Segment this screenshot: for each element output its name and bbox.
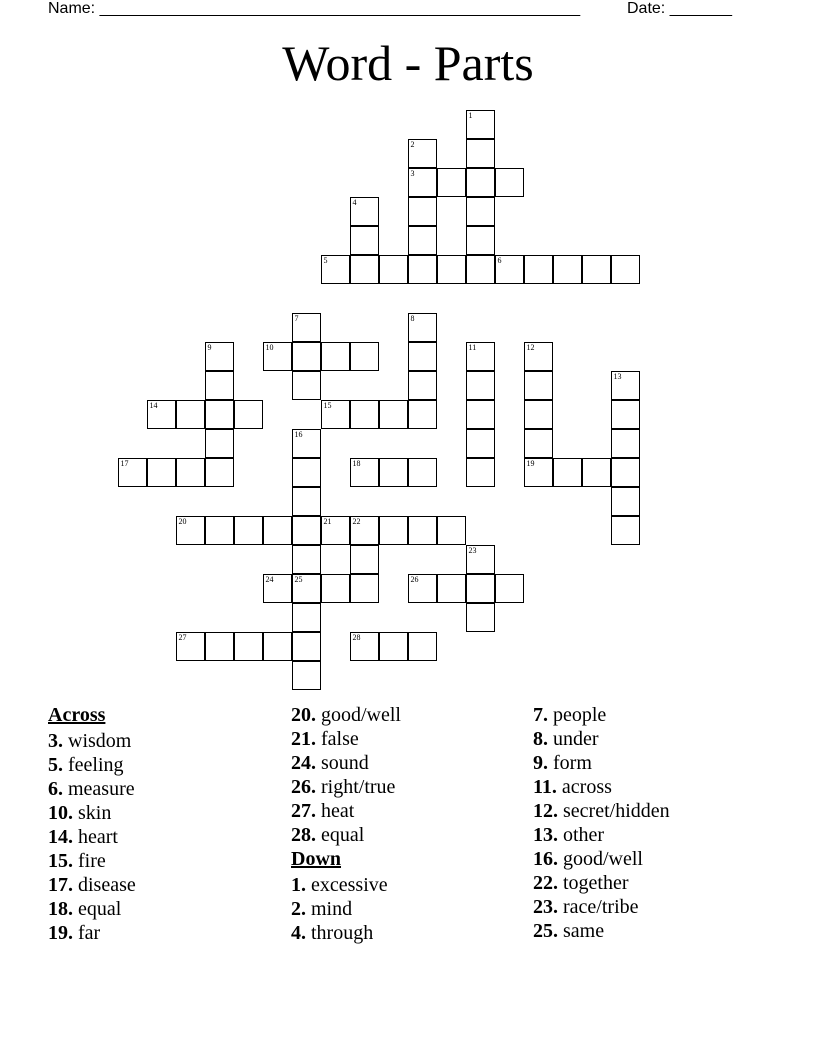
grid-cell[interactable]: [408, 458, 437, 487]
across-clue: [48, 873, 136, 897]
grid-cell[interactable]: [176, 400, 205, 429]
clue-text: across: [561, 776, 612, 798]
clue-number-label: 18: [352, 458, 361, 468]
across-clue: [48, 921, 136, 945]
down-clue-list-part-1: [291, 873, 401, 945]
across-clue: [48, 753, 136, 777]
clue-number-label: 21: [323, 516, 332, 526]
grid-cell[interactable]: [437, 516, 466, 545]
clue-text: secret/hidden: [563, 800, 670, 822]
grid-cell[interactable]: [408, 371, 437, 400]
page-title: Word - Parts: [282, 35, 534, 91]
clue-text: right/true: [321, 776, 396, 798]
clue-number-label: 13: [613, 371, 622, 381]
grid-cell[interactable]: [321, 574, 350, 603]
clue-number-label: 24: [265, 574, 274, 584]
grid-cell[interactable]: [524, 458, 553, 487]
grid-cell[interactable]: [466, 429, 495, 458]
grid-cell[interactable]: [466, 139, 495, 168]
grid-cell[interactable]: [292, 313, 321, 342]
grid-cell[interactable]: [379, 255, 408, 284]
grid-cell[interactable]: [292, 458, 321, 487]
grid-cell[interactable]: [292, 661, 321, 690]
clue-column-3: [533, 703, 670, 943]
grid-cell[interactable]: [321, 400, 350, 429]
grid-cell[interactable]: [408, 516, 437, 545]
grid-cell[interactable]: [176, 632, 205, 661]
grid-cell[interactable]: [466, 255, 495, 284]
clue-number: 8.: [533, 728, 548, 750]
grid-cell[interactable]: [437, 574, 466, 603]
grid-cell[interactable]: [582, 255, 611, 284]
grid-cell[interactable]: [321, 255, 350, 284]
clue-number-label: 20: [178, 516, 187, 526]
across-clue: [291, 703, 401, 727]
grid-cell[interactable]: [495, 574, 524, 603]
grid-cell[interactable]: [466, 110, 495, 139]
down-clue: [533, 799, 670, 823]
across-clue: [48, 897, 136, 921]
grid-cell[interactable]: [205, 342, 234, 371]
grid-cell[interactable]: [321, 516, 350, 545]
grid-cell[interactable]: [176, 516, 205, 545]
clue-number-label: 1: [468, 110, 473, 120]
clue-number: 7.: [533, 704, 548, 726]
grid-cell[interactable]: [234, 632, 263, 661]
grid-cell[interactable]: [466, 545, 495, 574]
grid-cell[interactable]: [524, 255, 553, 284]
grid-cell[interactable]: [379, 632, 408, 661]
grid-cell[interactable]: [408, 574, 437, 603]
grid-cell[interactable]: [350, 197, 379, 226]
across-clue: [291, 751, 401, 775]
grid-cell[interactable]: [263, 342, 292, 371]
grid-cell[interactable]: [466, 226, 495, 255]
clue-column-1: [48, 703, 136, 945]
grid-cell[interactable]: [292, 487, 321, 516]
clue-number: 9.: [533, 752, 548, 774]
clue-number: 21.: [291, 728, 316, 750]
grid-cell[interactable]: [205, 516, 234, 545]
across-clue: [291, 799, 401, 823]
across-clue: [48, 849, 136, 873]
clue-column-2: [291, 703, 401, 945]
grid-cell[interactable]: [437, 255, 466, 284]
grid-cell[interactable]: [524, 400, 553, 429]
grid-cell[interactable]: [466, 574, 495, 603]
clue-text: far: [78, 922, 101, 944]
clue-text: same: [563, 920, 605, 942]
clue-number: 28.: [291, 824, 316, 846]
clue-text: race/tribe: [563, 896, 639, 918]
clue-number: 5.: [48, 754, 63, 776]
down-clue-list-part-2: [533, 703, 670, 943]
clue-number: 24.: [291, 752, 316, 774]
across-clue: [48, 801, 136, 825]
clue-text: form: [553, 752, 592, 774]
grid-cell[interactable]: [582, 458, 611, 487]
down-heading: Down: [291, 848, 342, 870]
grid-cell[interactable]: [611, 458, 640, 487]
clue-text: false: [321, 728, 359, 750]
clue-number-label: 27: [178, 632, 187, 642]
grid-cell[interactable]: [408, 632, 437, 661]
grid-cell[interactable]: [292, 603, 321, 632]
date-field[interactable]: Date: _______: [627, 0, 732, 17]
down-clue: [533, 847, 670, 871]
grid-cell[interactable]: [466, 458, 495, 487]
clue-number: 26.: [291, 776, 316, 798]
grid-cell[interactable]: [350, 255, 379, 284]
grid-cell[interactable]: [263, 632, 292, 661]
grid-cell[interactable]: [292, 545, 321, 574]
clue-text: heat: [321, 800, 355, 822]
grid-cell[interactable]: [408, 255, 437, 284]
clue-number-label: 25: [294, 574, 303, 584]
grid-cell[interactable]: [466, 168, 495, 197]
grid-cell[interactable]: [350, 516, 379, 545]
clue-number-label: 11: [468, 342, 477, 352]
clue-number: 13.: [533, 824, 558, 846]
clue-number-label: 14: [149, 400, 158, 410]
grid-cell[interactable]: [379, 458, 408, 487]
clue-text: sound: [321, 752, 369, 774]
clue-number: 6.: [48, 778, 63, 800]
clue-number-label: 4: [352, 197, 357, 207]
grid-cell[interactable]: [408, 226, 437, 255]
down-clue: [533, 775, 670, 799]
grid-cell[interactable]: [524, 429, 553, 458]
down-clue: [291, 873, 401, 897]
clue-number: 19.: [48, 922, 73, 944]
clue-number: 4.: [291, 922, 306, 944]
grid-cell[interactable]: [205, 632, 234, 661]
grid-cell[interactable]: [408, 400, 437, 429]
grid-cell[interactable]: [147, 458, 176, 487]
clue-text: through: [311, 922, 374, 944]
clue-number-label: 9: [207, 342, 212, 352]
clue-number: 3.: [48, 730, 63, 752]
down-clue: [533, 823, 670, 847]
grid-cell[interactable]: [350, 545, 379, 574]
down-clue: [533, 751, 670, 775]
clue-number: 22.: [533, 872, 558, 894]
clue-number-label: 3: [410, 168, 415, 178]
grid-cell[interactable]: [611, 429, 640, 458]
grid-cell[interactable]: [408, 168, 437, 197]
grid-cell[interactable]: [495, 255, 524, 284]
clue-number-label: 7: [294, 313, 299, 323]
grid-cell[interactable]: [466, 603, 495, 632]
grid-cell[interactable]: [408, 139, 437, 168]
clue-number-label: 19: [526, 458, 535, 468]
grid-cell[interactable]: [205, 429, 234, 458]
clue-number: 17.: [48, 874, 73, 896]
across-clue: [291, 775, 401, 799]
clue-text: feeling: [68, 754, 124, 776]
grid-cell[interactable]: [234, 516, 263, 545]
grid-cell[interactable]: [292, 574, 321, 603]
grid-cell[interactable]: [234, 400, 263, 429]
grid-cell[interactable]: [205, 400, 234, 429]
grid-cell[interactable]: [350, 226, 379, 255]
clue-text: good/well: [563, 848, 643, 870]
clue-number-label: 23: [468, 545, 477, 555]
grid-cell[interactable]: [263, 574, 292, 603]
across-clue: [48, 777, 136, 801]
grid-cell[interactable]: [263, 516, 292, 545]
grid-cell[interactable]: [350, 574, 379, 603]
clue-number-label: 6: [497, 255, 502, 265]
grid-cell[interactable]: [292, 632, 321, 661]
clue-number-label: 2: [410, 139, 415, 149]
grid-cell[interactable]: [524, 371, 553, 400]
grid-cell[interactable]: [466, 197, 495, 226]
grid-cell[interactable]: [118, 458, 147, 487]
grid-cell[interactable]: [205, 371, 234, 400]
across-heading: Across: [48, 704, 106, 726]
clue-number: 14.: [48, 826, 73, 848]
clue-number: 27.: [291, 800, 316, 822]
clue-text: heart: [78, 826, 118, 848]
grid-cell[interactable]: [437, 168, 466, 197]
grid-cell[interactable]: [611, 400, 640, 429]
grid-cell[interactable]: [292, 342, 321, 371]
clue-number-label: 16: [294, 429, 303, 439]
clue-number: 11.: [533, 776, 557, 798]
grid-cell[interactable]: [611, 371, 640, 400]
grid-cell[interactable]: [611, 516, 640, 545]
clue-text: measure: [68, 778, 135, 800]
clue-number: 18.: [48, 898, 73, 920]
grid-cell[interactable]: [176, 458, 205, 487]
grid-cell[interactable]: [147, 400, 176, 429]
clue-text: together: [563, 872, 629, 894]
clue-number: 15.: [48, 850, 73, 872]
grid-cell[interactable]: [553, 255, 582, 284]
grid-cell[interactable]: [292, 516, 321, 545]
grid-cell[interactable]: [408, 313, 437, 342]
across-clue: [48, 825, 136, 849]
down-clue: [291, 897, 401, 921]
down-clue: [533, 919, 670, 943]
across-clue: [291, 727, 401, 751]
clue-number-label: 10: [265, 342, 274, 352]
clue-number: 10.: [48, 802, 73, 824]
clue-number: 1.: [291, 874, 306, 896]
clue-text: fire: [78, 850, 106, 872]
clue-number-label: 8: [410, 313, 415, 323]
grid-cell[interactable]: [321, 342, 350, 371]
clue-text: equal: [321, 824, 365, 846]
clue-number-label: 12: [526, 342, 535, 352]
down-clue: [533, 703, 670, 727]
clue-number: 23.: [533, 896, 558, 918]
clue-text: disease: [78, 874, 136, 896]
grid-cell[interactable]: [379, 400, 408, 429]
grid-cell[interactable]: [495, 168, 524, 197]
clue-text: wisdom: [68, 730, 132, 752]
grid-cell[interactable]: [350, 342, 379, 371]
clue-number: 2.: [291, 898, 306, 920]
clue-text: excessive: [311, 874, 388, 896]
clue-text: equal: [78, 898, 122, 920]
grid-cell[interactable]: [524, 342, 553, 371]
grid-cell[interactable]: [611, 255, 640, 284]
grid-cell[interactable]: [466, 400, 495, 429]
clue-number-label: 15: [323, 400, 332, 410]
clue-text: mind: [311, 898, 353, 920]
across-clue: [48, 729, 136, 753]
down-clue: [533, 871, 670, 895]
grid-cell[interactable]: [408, 197, 437, 226]
grid-cell[interactable]: [611, 487, 640, 516]
across-clue: [291, 823, 401, 847]
grid-cell[interactable]: [350, 400, 379, 429]
clue-text: people: [553, 704, 607, 726]
clue-number-label: 5: [323, 255, 328, 265]
clue-text: good/well: [321, 704, 401, 726]
clue-number-label: 28: [352, 632, 361, 642]
clue-number: 16.: [533, 848, 558, 870]
clue-number: 20.: [291, 704, 316, 726]
grid-cell[interactable]: [553, 458, 582, 487]
clue-text: other: [563, 824, 605, 846]
grid-cell[interactable]: [350, 458, 379, 487]
grid-cell[interactable]: [379, 516, 408, 545]
clue-text: skin: [78, 802, 112, 824]
grid-cell[interactable]: [292, 371, 321, 400]
clue-number-label: 17: [120, 458, 129, 468]
grid-cell[interactable]: [466, 342, 495, 371]
grid-cell[interactable]: [408, 342, 437, 371]
grid-cell[interactable]: [292, 429, 321, 458]
down-clue: [291, 921, 401, 945]
clue-text: under: [553, 728, 599, 750]
clue-number-label: 22: [352, 516, 361, 526]
grid-cell[interactable]: [205, 458, 234, 487]
name-field[interactable]: Name: ______________________________________________________: [48, 0, 581, 17]
down-clue: [533, 727, 670, 751]
clue-number: 12.: [533, 800, 558, 822]
across-clue-list-part-1: [48, 729, 136, 945]
grid-cell[interactable]: [466, 371, 495, 400]
clue-number: 25.: [533, 920, 558, 942]
grid-cell[interactable]: [350, 632, 379, 661]
down-clue: [533, 895, 670, 919]
clue-number-label: 26: [410, 574, 419, 584]
across-clue-list-part-2: [291, 703, 401, 847]
